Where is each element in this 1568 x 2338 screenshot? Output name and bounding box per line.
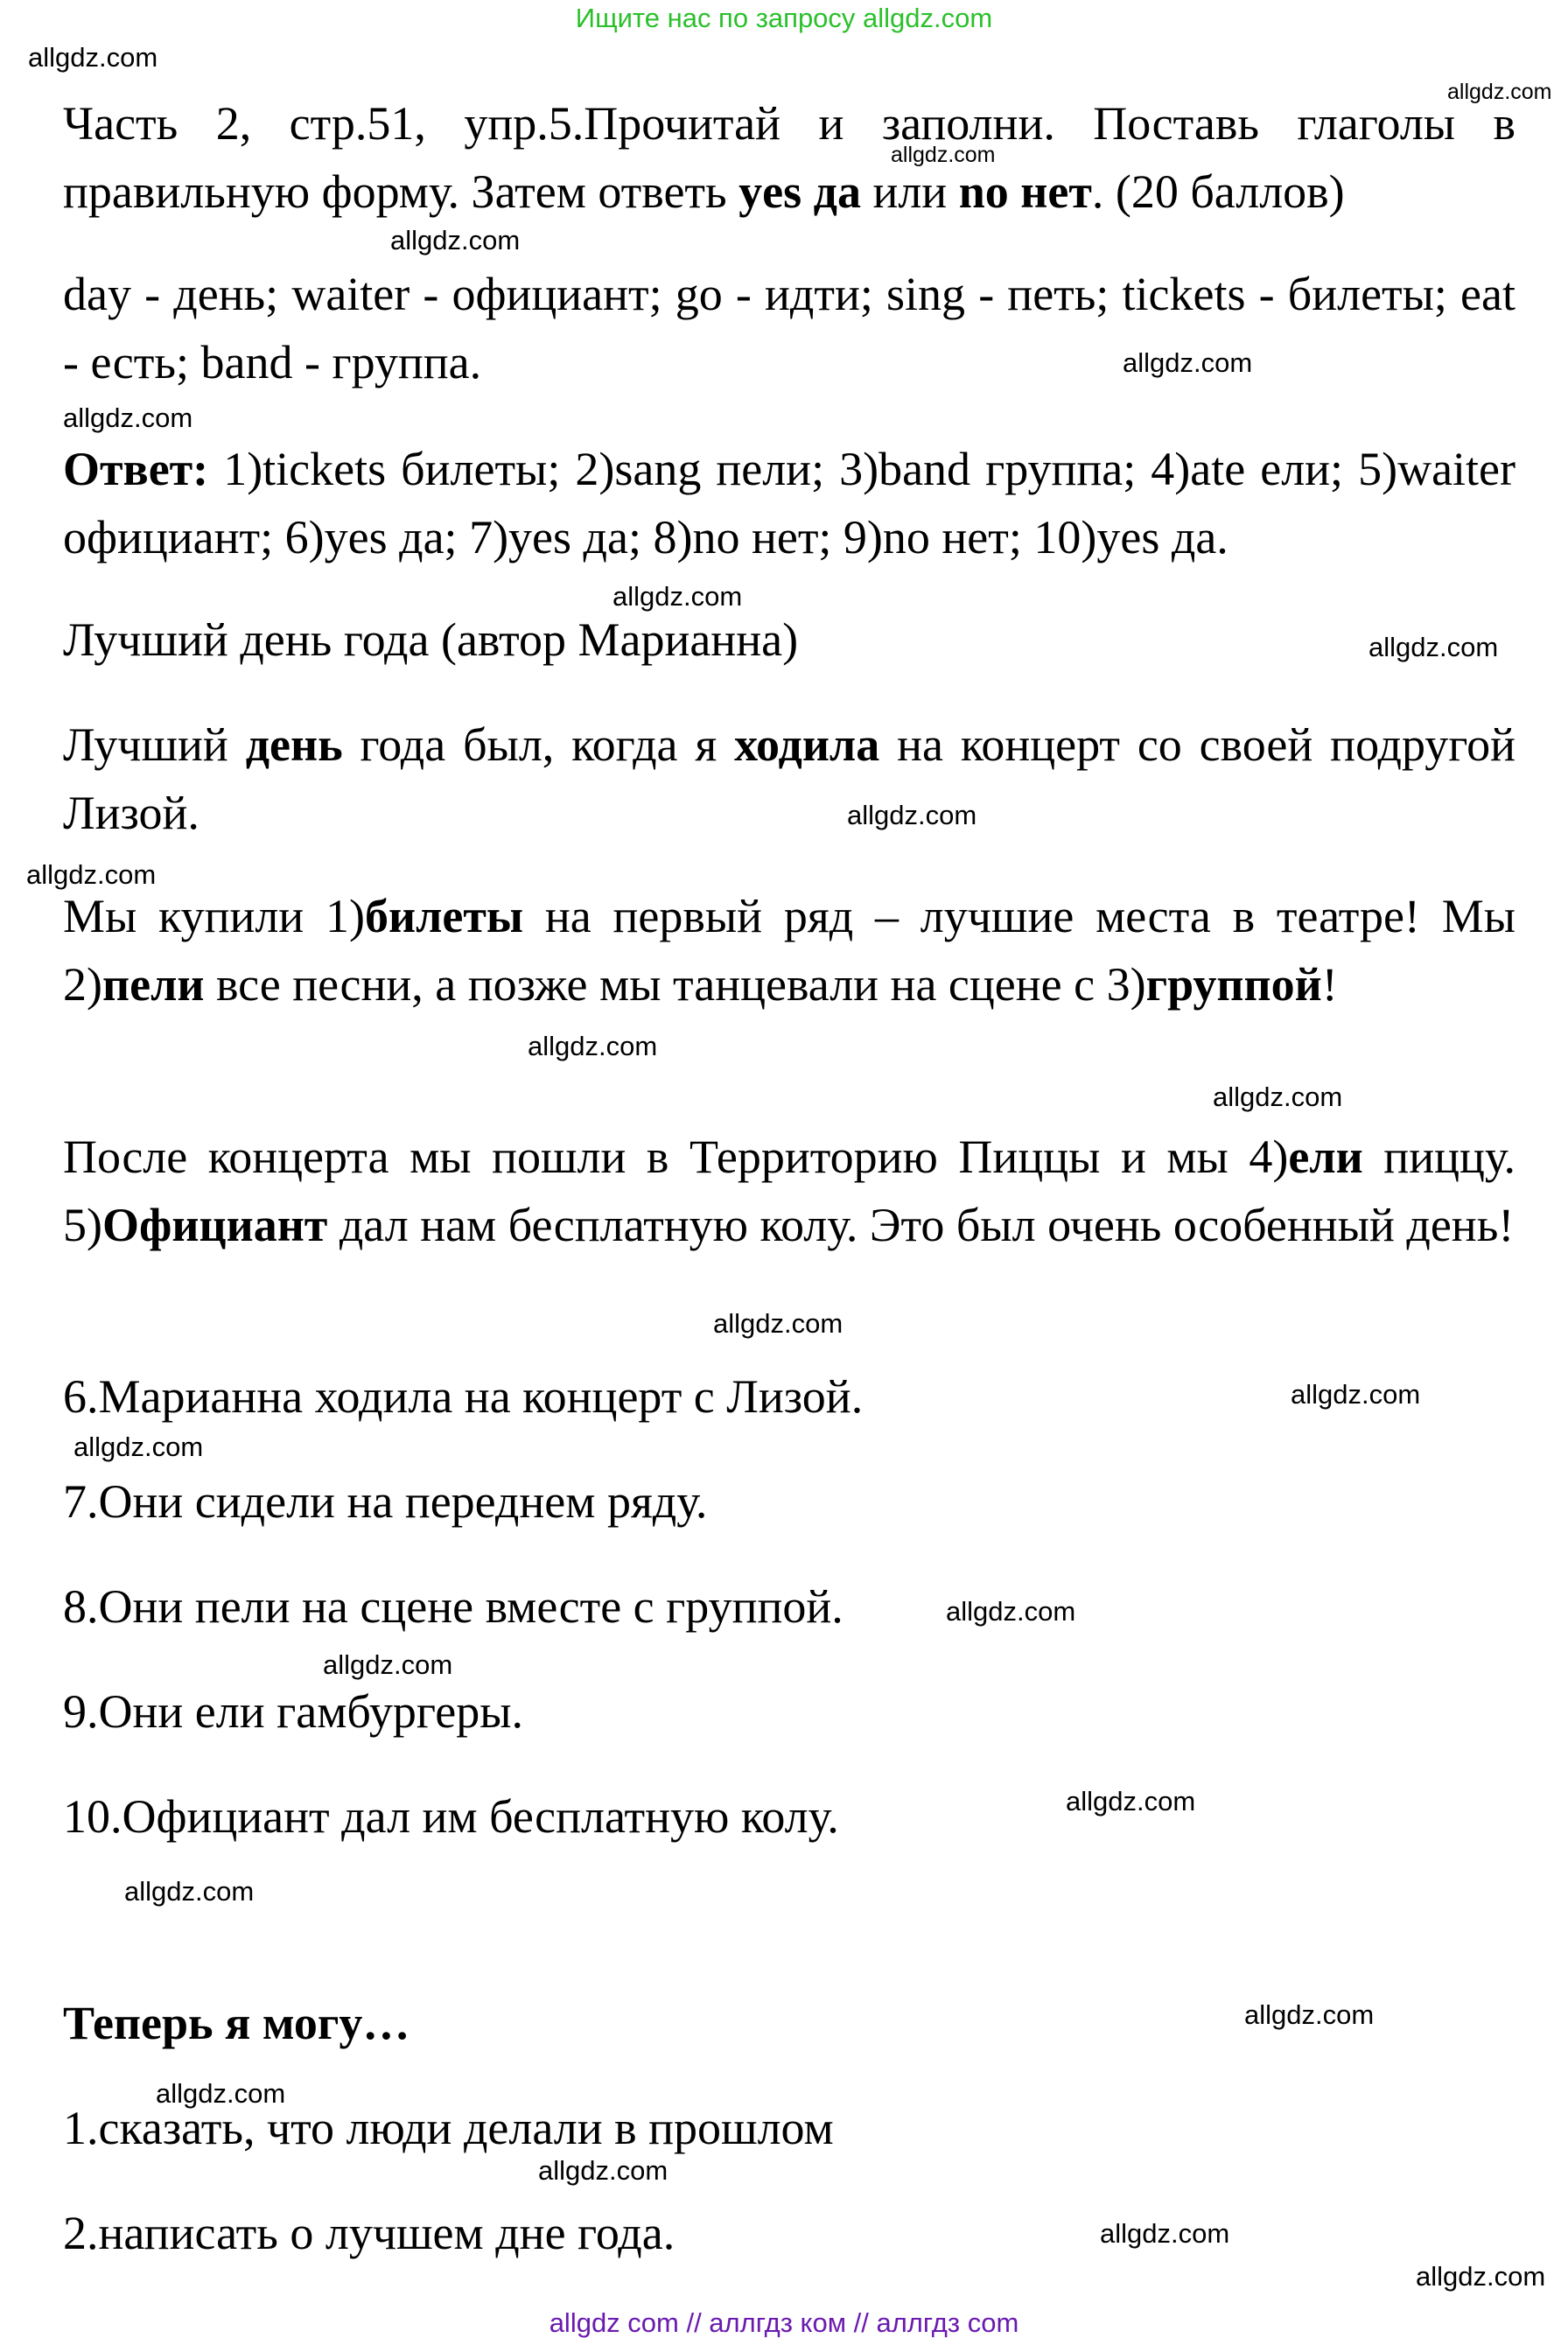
answer: [63, 435, 1516, 571]
watermark: allgdz.com: [74, 1432, 204, 1462]
watermark: allgdz.com: [891, 143, 996, 167]
watermark: allgdz.com: [1100, 2218, 1230, 2249]
watermark: allgdz.com: [1213, 1082, 1343, 1112]
watermark: allgdz.com: [323, 1649, 453, 1680]
statement: 8.Они пели на сцене вместе с группой.: [63, 1580, 844, 1633]
watermark: allgdz.com: [124, 1876, 255, 1907]
watermark: allgdz.com: [946, 1596, 1076, 1627]
watermark: allgdz.com: [1123, 347, 1253, 378]
watermark: allgdz.com: [847, 800, 977, 830]
watermark: allgdz.com: [528, 1031, 658, 1061]
watermark: allgdz.com: [1416, 2261, 1546, 2292]
watermark: allgdz.com: [1291, 1379, 1421, 1410]
can-do-item: 1.сказать, что люди делали в прошлом: [63, 2102, 834, 2154]
watermark: allgdz.com: [713, 1308, 844, 1339]
watermark: allgdz.com: [63, 402, 193, 433]
watermark: allgdz.com: [28, 42, 158, 73]
top-banner[interactable]: Ищите нас по запросу allgdz.com: [575, 3, 993, 33]
task-instruction: Часть 2, стр.51, упр.5.Прочитай и заполни. Поставь глаголы в правильную форму. Затем ответь yes да или no нет. (20 баллов): [63, 97, 1516, 218]
statement: 10.Официант дал им бесплатную колу.: [63, 1790, 839, 1843]
footer-links[interactable]: allgdz com // аллгдз ком // аллгдз com: [549, 2307, 1019, 2338]
watermark: allgdz.com: [612, 581, 743, 612]
watermark: allgdz.com: [1066, 1786, 1196, 1816]
watermark: allgdz.com: [1244, 1999, 1375, 2030]
watermark: allgdz.com: [26, 859, 157, 890]
can-do-item: 2.написать о лучшем дне года.: [63, 2207, 676, 2259]
story-paragraph: Мы купили 1)билеты на первый ряд – лучшие места в театре! Мы 2)пели все песни, а позже мы танцевали на сцене с 3)группой!: [63, 890, 1516, 1011]
statement: 6.Марианна ходила на концерт с Лизой.: [63, 1370, 864, 1423]
can-do-title: Теперь я могу…: [63, 1997, 410, 2049]
vocabulary: day - день; waiter - официант; go - идти; sing - петь; tickets - билеты; eat - есть; band - группа.: [63, 268, 1516, 388]
story-title: Лучший день года (автор Марианна): [63, 613, 799, 666]
story-paragraph: Лучший день года был, когда я ходила на концерт со своей подругой Лизой.: [63, 718, 1516, 839]
watermark: allgdz.com: [1447, 80, 1552, 104]
watermark: allgdz.com: [1368, 632, 1499, 662]
story-paragraph: После концерта мы пошли в Территорию Пиццы и мы 4)ели пиццу. 5)Официант дал нам бесплатную колу. Это был очень особенный день!: [63, 1130, 1516, 1251]
statement: 9.Они ели гамбургеры.: [63, 1685, 523, 1738]
watermark: allgdz.com: [156, 2078, 286, 2109]
watermark: allgdz.com: [538, 2155, 668, 2186]
answer-label: Ответ:: [63, 443, 209, 495]
statement: 7.Они сидели на переднем ряду.: [63, 1475, 708, 1528]
answer-text: 1)tickets билеты; 2)sang пели; 3)band группа; 4)ate ели; 5)waiter официант; 6)yes да; 7)yes да; 8)no нет; 9)no нет; 10)yes да.: [63, 443, 1516, 564]
watermark: allgdz.com: [390, 225, 521, 256]
